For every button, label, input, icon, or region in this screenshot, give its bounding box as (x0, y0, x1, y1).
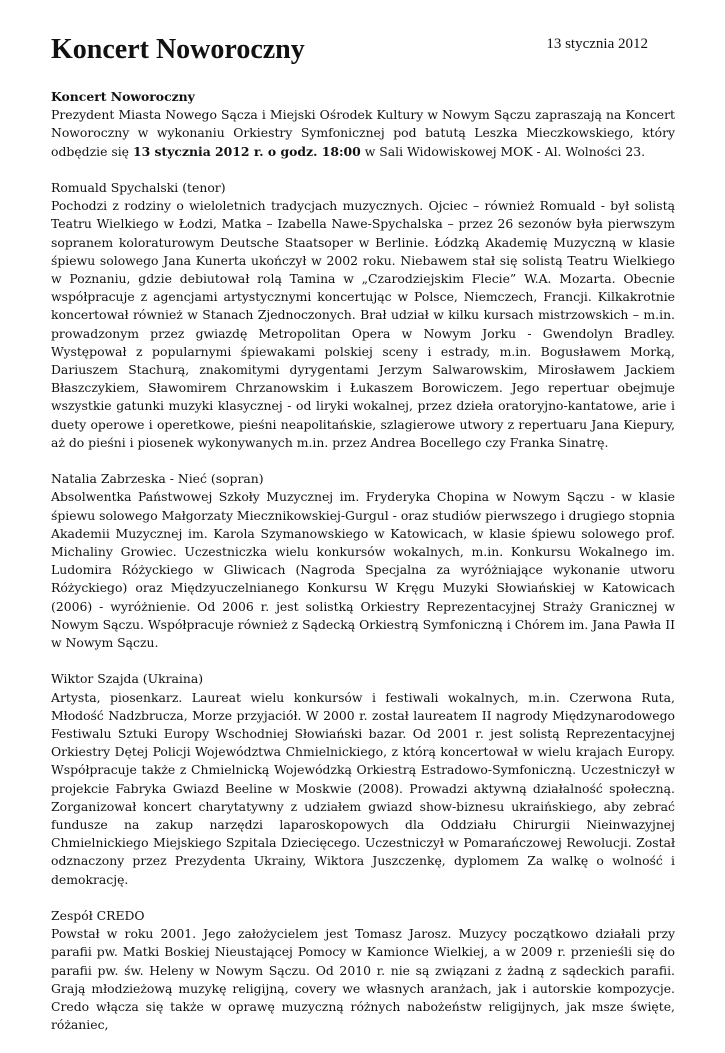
section-body: Absolwentka Państwowej Szkoły Muzycznej im. Fryderyka Chopina w Nowym Sączu - w klasie śpiewu solowego Małgorzaty Miecznikowskiej-Gurgul - oraz studiów pierwszego i drugiego stopnia Akademii Muzycznej im. Karola Szymanowskiego w Katowicach, w klasie śpiewu solowego prof. Michaliny Growiec. Uczestniczka wielu konkursów wokalnych, m.in. Konkursu Wokalnego im. Ludomira Różyckiego w Gliwicach (Nagroda Specjalna za wyróżniające wykonanie utworu Różyckiego) oraz Międzyuczelnianego Konkursu W Kręgu Muzyki Słowiańskiej w Katowicach (2006) - wyróżnienie. Od 2006 r. jest solistką Orkiestry Reprezentacyjnej Straży Granicznej w Nowym Sączu. Współpracuje również z Sądecką Orkiestrą Symfoniczną i Chórem im. Jana Pawła II w Nowym Sączu. (51, 489, 675, 651)
performer-section-zabrzeska (51, 470, 675, 652)
performer-section-spychalski (51, 179, 675, 452)
intro-text-before: Prezydent Miasta Nowego Sącza i Miejski Ośrodek Kultury w Nowym Sączu zapraszają na Koncert Noworoczny w wykonaniu Orkiestry Symfonicznej pod batutą Leszka Mieczkowskiego, który odbędzie się (51, 107, 675, 159)
section-heading: Romuald Spychalski (tenor) (51, 180, 226, 195)
page-title: Koncert Noworoczny (51, 34, 305, 65)
section-body: Powstał w roku 2001. Jego założycielem jest Tomasz Jarosz. Muzycy początkowo działali przy parafii pw. Matki Boskiej Nieustającej Pomocy w Kamionce Wielkiej, a w 2009 r. przenieśli się do parafii pw. św. Heleny w Nowym Sączu. Od 2010 r. nie są związani z żadną z sądeckich parafii. Grają młodzieżową muzykę religijną, covery we własnych aranżach, jak i autorskie kompozycje. Credo włącza się także w oprawę muzyczną różnych nabożeństw religijnych, jak msze święte, różaniec, (51, 926, 675, 1033)
section-heading: Zespół CREDO (51, 908, 145, 924)
section-heading: Natalia Zabrzeska - Nieć (sopran) (51, 471, 264, 487)
section-body: Pochodzi z rodziny o wieloletnich tradycjach muzycznych. Ojciec – również Romuald - był solistą Teatru Wielkiego w Łodzi, Matka – Izabella Nawe-Spychalska – przez 26 sezonów była pierwszym sopranem koloraturowym Deutsche Staatsoper w Berlinie. Łódzką Akademię Muzyczną w klasie śpiewu solowego Jana Kunerta ukończył w 2002 roku. Niebawem stał się solistą Teatru Wielkiego w Poznaniu, gdzie debiutował rolą Tamina w „Czarodziejskim Flecie” W.A. Mozarta. Obecnie współpracuje z agencjami artystycznymi koncertując w Polsce, Niemczech, Francji. Kilkakrotnie koncertował również w Stanach Zjednoczonych. Brał udział w kilku kursach mistrzowskich – m.in. prowadzonym przez gwiazdę Metropolitan Opera w Nowym Jorku - Gwendolyn Bradley. Występował z popularnymi śpiewakami polskiej sceny i estrady, m.in. Bogusławem Morką, Dariuszem Stachurą, znakomitymi dyrygentami Jerzym Salwarowskim, Mirosławem Jackiem Błaszczykiem, Sławomirem Chrzanowskim i Łukaszem Borowiczem. Jego repertuar obejmuje wszystkie gatunki muzyki klasycznej - od liryki wokalnej, przez dzieła oratoryjno-kantatowe, arie i duety operowe i operetkowe, pieśni neapolitańskie, szlagierowe utwory z repertuaru Jana Kiepury, aż do pieśni i piosenek wykonywanych m.in. przez Andrea Bocellego czy Franka Sinatrę. (51, 198, 675, 450)
performer-section-credo (51, 907, 675, 1034)
document-date: 13 stycznia 2012 (546, 36, 648, 52)
intro-heading: Koncert Noworoczny (51, 89, 195, 104)
performer-section-szajda (51, 670, 675, 888)
section-heading: Wiktor Szajda (Ukraina) (51, 671, 204, 687)
intro-paragraph (51, 88, 675, 161)
document-body (51, 88, 675, 1053)
intro-text-after: w Sali Widowiskowej MOK - Al. Wolności 23. (360, 143, 646, 159)
event-datetime: 13 stycznia 2012 r. o godz. 18:00 (132, 143, 361, 159)
section-body: Artysta, piosenkarz. Laureat wielu konkursów i festiwali wokalnych, m.in. Czerwona Ruta, Młodość Nadzbrucza, Morze przyjaciół. W 2000 r. został laureatem II nagrody Międzynarodowego Festiwalu Sztuki Europy Wschodniej Słowiański bazar. Od 2001 r. jest solistą Reprezentacyjnej Orkiestry Dętej Policji Województwa Chmielnickiego, z którą koncertował w wielu krajach Europy. Współpracuje także z Chmielnicką Wojewódzką Orkiestrą Estradowo-Symfoniczną. Uczestniczył w projekcie Fabryka Gwiazd Beeline w Moskwie (2008). Prowadzi aktywną działalność społeczną. Zorganizował koncert charytatywny z udziałem gwiazd show-biznesu ukraińskiego, aby zebrać fundusze na zakup narzędzi laparoskopowych dla Oddziału Chirurgii Nieinwazyjnej Chmielnickiego Miejskiego Szpitala Dziecięcego. Uczestniczył w Pomarańczowej Rewolucji. Został odznaczony przez Prezydenta Ukrainy, Wiktora Juszczenkę, dyplomem Za walkę o wolność i demokrację. (51, 689, 675, 887)
